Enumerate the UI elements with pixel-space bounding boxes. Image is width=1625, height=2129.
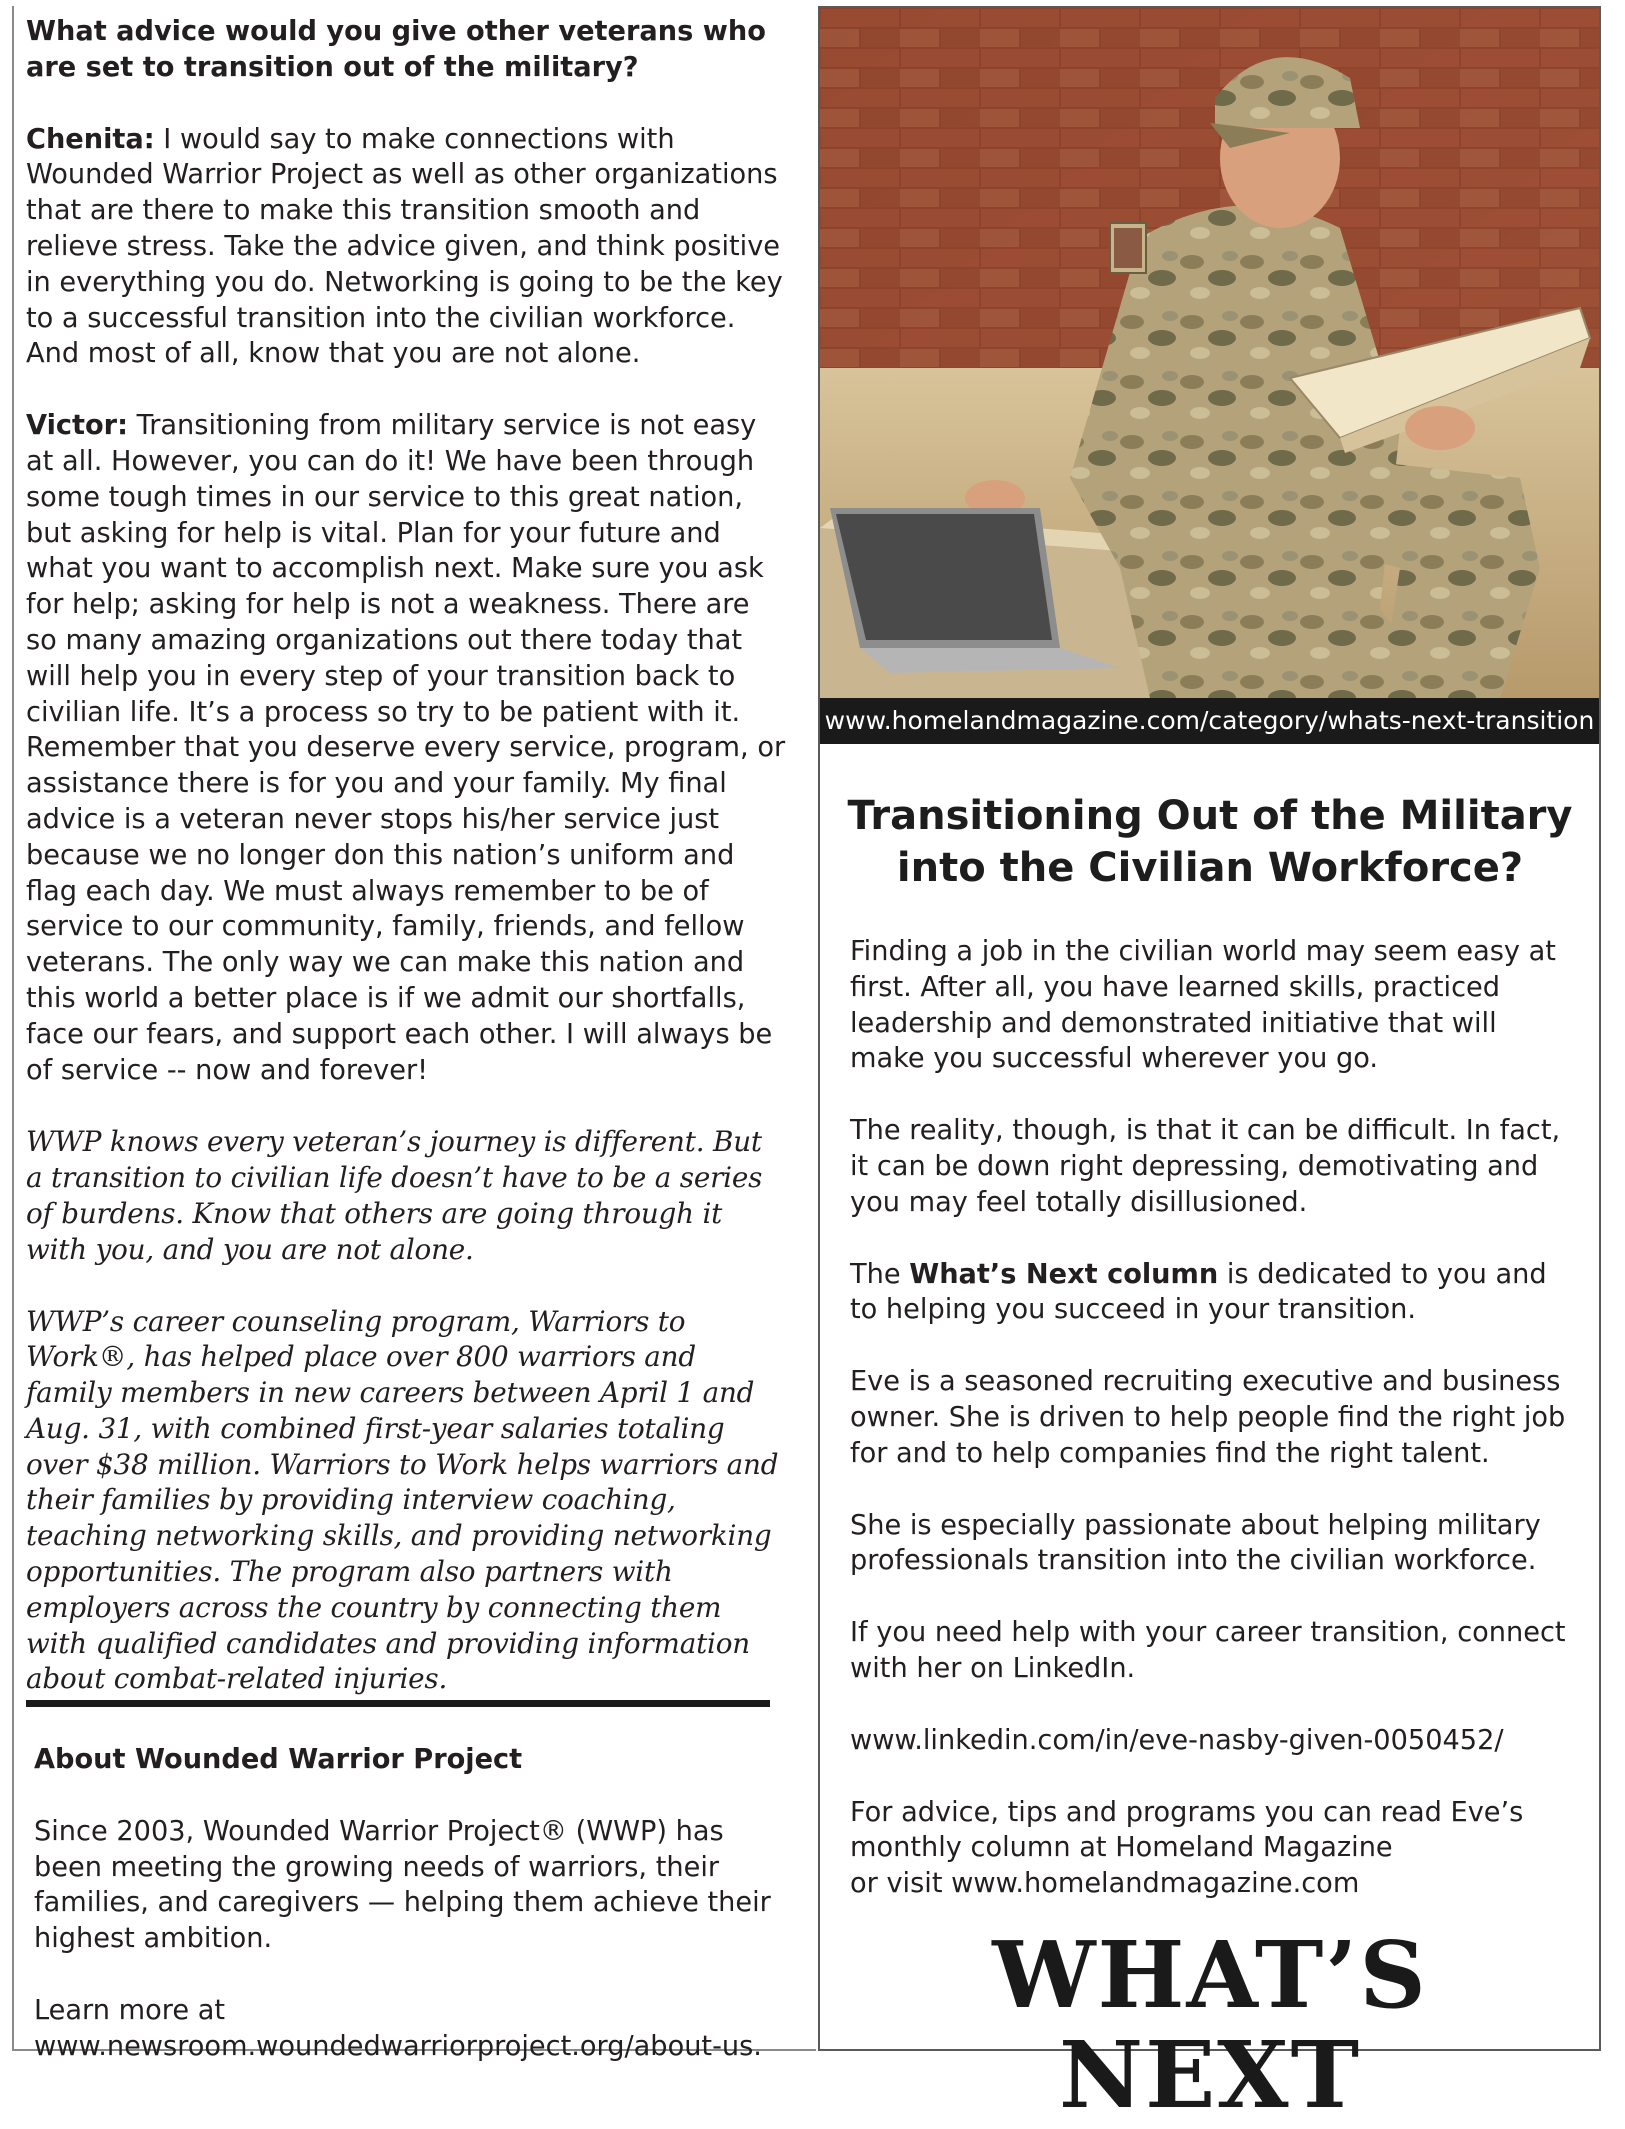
headline-line-1: Transitioning Out of the Military — [847, 793, 1573, 839]
p7-line-3: or visit www.homelandmagazine.com — [850, 1868, 1360, 1900]
chenita-text: I would say to make connections with Wounded Warrior Project as well as other organizations that are there to make this transition smooth and relieve stress. Take the advice given, and think positive in everything you do. Networking is going to be the key to a successful transition into the civilian workforce. And most of all, know that you are not alone. — [26, 123, 783, 370]
about-title: About Wounded Warrior Project — [34, 1744, 523, 1775]
interview-column — [26, 14, 786, 1733]
p3-post: is dedicated to you and to helping you succeed in your transition. — [850, 1258, 1547, 1326]
whats-next-logo: WHAT’S NEXT — [992, 1921, 1428, 2129]
sidebar-paragraph-2: The reality, though, is that it can be difficult. In fact, it can be down right depressing, demotivating and you may feel totally disillusioned. — [850, 1115, 1561, 1218]
victor-name: Victor: — [26, 410, 128, 442]
victor-answer — [26, 408, 786, 1088]
about-text: Since 2003, Wounded Warrior Project® (WWP) has been meeting the growing needs of warriors, their families, and caregivers — helping them achieve their highest ambition. — [34, 1815, 771, 1955]
p3-pre: The — [850, 1258, 910, 1290]
victor-text: Transitioning from military service is not easy at all. However, you can do it! We have been through some tough times in our service to this great nation, but asking for help is vital. Plan for your future and what you want to accomplish next. Make sure you ask for help; asking for help is not a weakness. There are so many amazing organizations out there today that will help you in every step of your transition back to civilian life. It’s a process so try to be patient with it. Remember that you deserve every service, program, or assistance there is for you and your family. My final advice is a veteran never stops his/her service just because we no longer don this nation’s uniform and flag each day. We must always remember to be of service to our community, family, friends, and fellow veterans. The only way we can make this nation and this world a better place is if we admit our shortfalls, face our fears, and support each other. I will always be of service -- now and forever! — [26, 410, 786, 1086]
soldier-photo — [820, 8, 1599, 698]
sidebar-body — [850, 934, 1570, 1938]
linkedin-link[interactable]: www.linkedin.com/in/eve-nasby-given-0050452/ — [850, 1724, 1504, 1756]
chenita-answer — [26, 122, 786, 373]
headline-line-2: into the Civilian Workforce? — [896, 845, 1524, 891]
sidebar-paragraph-3 — [850, 1257, 1570, 1329]
about-url-link[interactable]: www.newsroom.woundedwarriorproject.org/about-us. — [34, 2030, 762, 2062]
whats-next-column-label: What’s Next column — [909, 1258, 1219, 1290]
photo-caption: www.homelandmagazine.com/category/whats-next-transition — [820, 698, 1599, 744]
learn-more — [34, 1993, 774, 2065]
sidebar-paragraph-1: Finding a job in the civilian world may seem easy at first. After all, you have learned skills, practiced leadership and demonstrated initiative that will make you successful wherever you go. — [850, 936, 1556, 1075]
p7-line-2: monthly column at Homeland Magazine — [850, 1832, 1393, 1864]
sidebar-paragraph-6: If you need help with your career transition, connect with her on LinkedIn. — [850, 1617, 1566, 1684]
section-divider — [26, 1700, 770, 1707]
p7-line-1: For advice, tips and programs you can read Eve’s — [850, 1796, 1524, 1828]
sidebar-paragraph-7 — [850, 1795, 1570, 1902]
sidebar-paragraph-4: Eve is a seasoned recruiting executive and business owner. She is driven to help people find the right job for and to help companies find the right talent. — [850, 1366, 1566, 1469]
about-wwp-section — [34, 1742, 774, 2101]
interview-question: What advice would you give other veterans who are set to transition out of the military? — [26, 16, 766, 83]
wwp-journey-paragraph: WWP knows every veteran’s journey is different. But a transition to civilian life doesn’t have to be a series of burdens. Know that others are going through it with you, and you are not alone. — [26, 1125, 763, 1266]
sidebar-headline — [840, 790, 1580, 894]
sidebar-paragraph-5: She is especially passionate about helping military professionals transition into the civilian workforce. — [850, 1509, 1541, 1577]
chenita-name: Chenita: — [26, 123, 155, 155]
learn-more-label: Learn more at — [34, 1994, 226, 2026]
warriors-to-work-paragraph: WWP’s career counseling program, Warriors to Work®, has helped place over 800 warriors and family members in new careers between April 1 and Aug. 31, with combined first-year salaries totaling over $38 million. Warriors to Work helps warriors and their families by providing interview coaching, teaching networking skills, and providing networking opportunities. The program also partners with employers across the country by connecting them with qualified candidates and providing information about combat-related injuries. — [26, 1304, 779, 1696]
